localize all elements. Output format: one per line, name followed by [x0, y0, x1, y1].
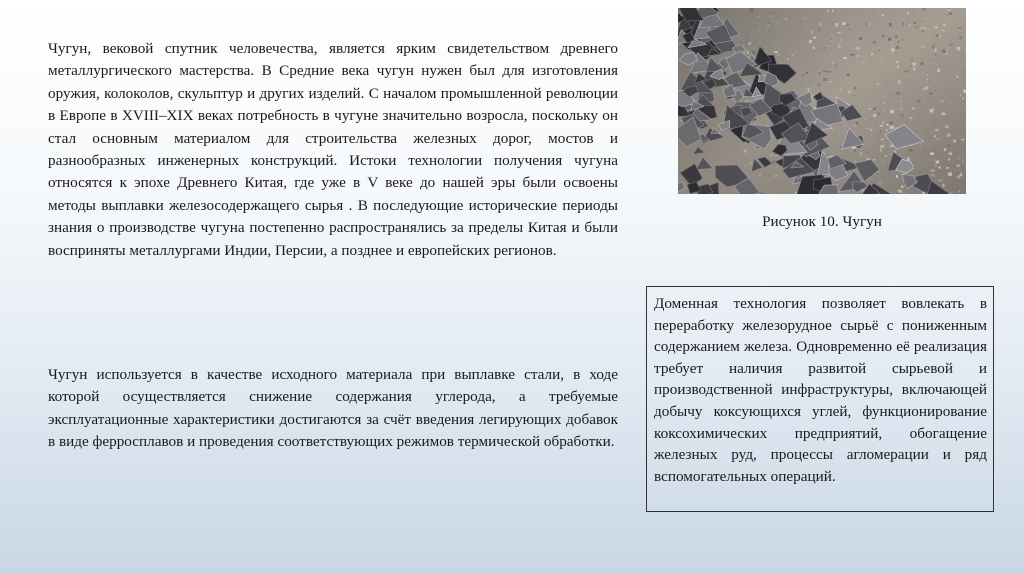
intro-paragraph: Чугун, вековой спутник человечества, является ярким свидетельством древнего металлургического мастерства. В Средние века чугун нужен был для изготовления оружия, колоколов, скульптур и других изделий. С началом промышленной революции в Европе в XVIII–XIX веках потребность в чугуне значительно возросла, поскольку он стал основным материалом для строительства железных дорог, мостов и разнообразных инженерных конструкций. Истоки технологии получения чугуна относятся к эпохе Древнего Китая, где уже в V веке до нашей эры были освоены методы выплавки железосодержащего сырья . В последующие исторические периоды знания о производстве чугуна постепенно распространялись за пределы Китая и были восприняты металлургами Индии, Персии, а позднее и европейских регионов.	[48, 40, 618, 259]
figure-caption: Рисунок 10. Чугун	[762, 213, 882, 230]
blast-furnace-note-box: Доменная технология позволяет вовлекать в переработку железорудное сырьё с пониженным содержанием железа. Одновременно её реализация требует наличия развитой сырьевой и производственной инфраструктуры, включающей добычу коксующихся углей, функционирование коксохимических предприятий, обогащение железных руд, процессы агломерации и ряд вспомогательных операций.	[646, 286, 994, 512]
cast-iron-photo	[678, 8, 966, 194]
usage-paragraph: Чугун используется в качестве исходного материала при выплавке стали, в ходе которой осуществляется снижение содержания углерода, а требуемые эксплуатационные характеристики достигаются за счёт введения легирующих добавок в виде ферросплавов и проведения соответствующих режимов термической обработки.	[48, 366, 618, 451]
